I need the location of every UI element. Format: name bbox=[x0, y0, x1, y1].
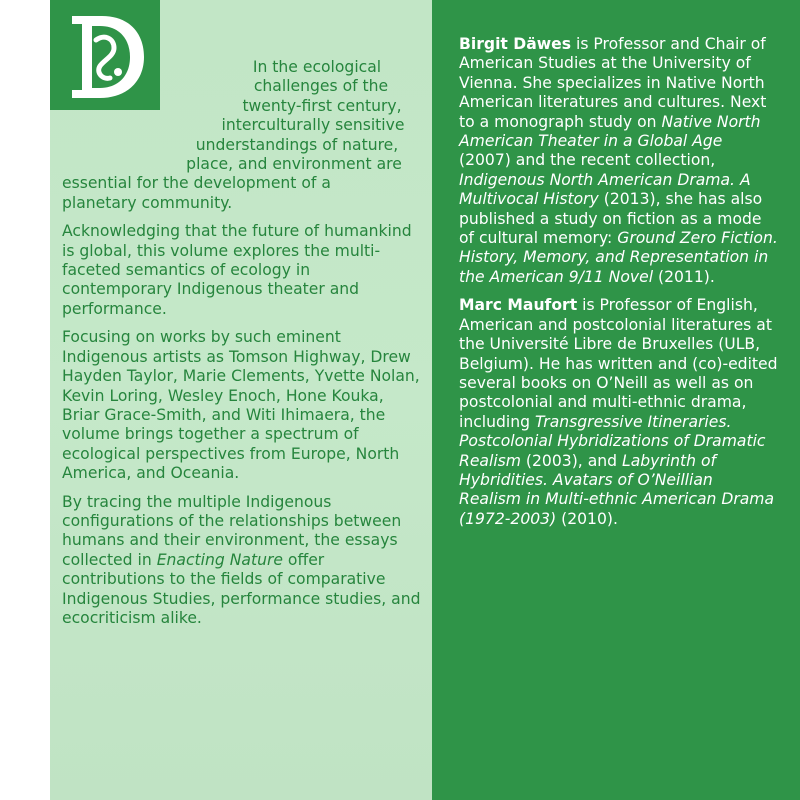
author-bios bbox=[459, 35, 779, 538]
book-back-cover bbox=[50, 0, 800, 800]
author-name: Marc Maufort bbox=[459, 296, 578, 315]
intro-line: planetary community. bbox=[62, 193, 233, 212]
intro-line: interculturally sensitive bbox=[221, 116, 405, 135]
work-title: Indigenous North American Drama. A Multivocal History bbox=[459, 170, 751, 209]
bio-maufort bbox=[459, 296, 779, 529]
left-description-panel bbox=[50, 0, 432, 800]
essays-paragraph bbox=[62, 493, 422, 629]
essays-text-a: By tracing the multiple Indigenous configurations of the relationships between humans and their environment, the essays collected in bbox=[62, 492, 402, 569]
intro-line: twenty-first century, bbox=[242, 96, 402, 115]
intro-line: essential for the development of a bbox=[62, 174, 331, 193]
left-column-text bbox=[62, 58, 422, 637]
essays-text-b: offer contributions to the fields of comparative Indigenous Studies, performance studies, and ecocriticism alike. bbox=[62, 550, 421, 627]
intro-line: In the ecological bbox=[252, 58, 382, 76]
book-title: Enacting Nature bbox=[156, 550, 283, 569]
intro-line: challenges of the bbox=[253, 77, 389, 96]
bio-text: is Professor and Chair of American Studies at the University of Vienna. She specializes in Native North American literatures and cultures. Next to a monograph study on bbox=[459, 35, 767, 131]
work-title: Labyrinth of Hybridities. Avatars of O’Neillian Realism in Multi-ethnic American Drama (1972-2003) bbox=[459, 451, 775, 528]
bio-text: (2007) and the recent collection, bbox=[459, 151, 716, 170]
artists-paragraph: Focusing on works by such eminent Indigenous artists as Tomson Highway, Drew Hayden Taylor, Marie Clements, Yvette Nolan, Kevin Loring, Wesley Enoch, Hone Kouka, Briar Grace-Smith, and Witi Ihimaera, the volume brings together a spectrum of ecological perspectives from Europe, North America, and Oceania. bbox=[62, 328, 420, 483]
intro-line: understandings of nature, bbox=[195, 135, 399, 154]
work-title: Transgressive Itineraries. Postcolonial Hybridizations of Dramatic Realism bbox=[459, 412, 766, 470]
bio-text: (2010). bbox=[556, 509, 618, 528]
bio-text: (2011). bbox=[653, 267, 715, 286]
bio-text: (2013), she has also published a study on fiction as a mode of cultural memory: bbox=[459, 190, 763, 248]
work-title: Native North American Theater in a Global Age bbox=[459, 112, 761, 151]
bio-daewes bbox=[459, 35, 779, 287]
volume-paragraph: Acknowledging that the future of humankind is global, this volume explores the multi-faceted semantics of ecology in contemporary Indigenous theater and performance. bbox=[62, 222, 412, 318]
author-name: Birgit Däwes bbox=[459, 35, 572, 53]
work-title: Ground Zero Fiction. History, Memory, and Representation in the American 9/11 Novel bbox=[459, 229, 778, 286]
intro-line: place, and environment are bbox=[186, 155, 402, 174]
bio-text: (2003), and bbox=[520, 451, 622, 470]
intro-paragraph bbox=[62, 58, 422, 213]
bio-text: is Professor of English, American and postcolonial literatures at the Université Libre de Bruxelles (ULB, Belgium). He has written and (co)-edited several books on O’Neill as well as on postcolonial and multi-ethnic drama, including bbox=[459, 296, 778, 431]
